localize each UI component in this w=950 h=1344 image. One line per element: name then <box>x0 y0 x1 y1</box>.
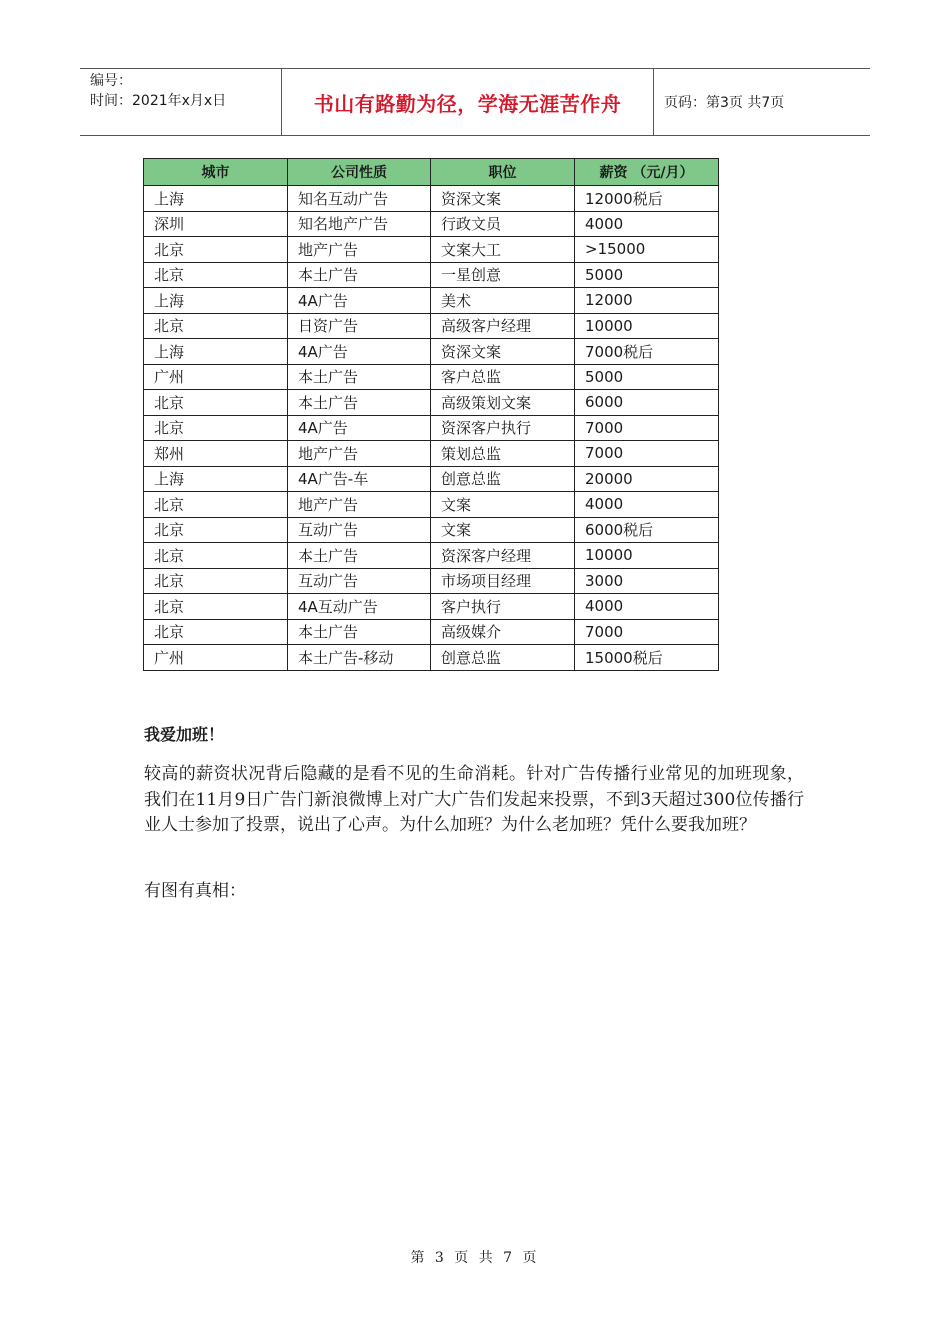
table-cell: 文案大工 <box>431 237 575 263</box>
table-cell: 北京 <box>144 568 288 594</box>
table-cell: 一星创意 <box>431 262 575 288</box>
table-cell: 知名互动广告 <box>288 186 431 212</box>
table-cell: 策划总监 <box>431 441 575 467</box>
table-cell: 20000 <box>575 466 719 492</box>
table-cell: 4A广告 <box>288 415 431 441</box>
table-row <box>144 186 719 212</box>
table-cell: 资深客户执行 <box>431 415 575 441</box>
salary-table-body <box>144 186 719 671</box>
table-cell: 北京 <box>144 492 288 518</box>
table-cell: 广州 <box>144 645 288 671</box>
table-cell: 文案 <box>431 517 575 543</box>
table-cell: 深圳 <box>144 211 288 237</box>
table-cell: 日资广告 <box>288 313 431 339</box>
table-row <box>144 237 719 263</box>
table-header-row <box>144 159 719 186</box>
table-cell: 上海 <box>144 466 288 492</box>
column-header-city: 城市 <box>144 159 288 186</box>
table-cell: 行政文员 <box>431 211 575 237</box>
document-time-label: 时间：2021年x月x日 <box>90 93 227 109</box>
table-cell: 10000 <box>575 543 719 569</box>
column-header-company-type: 公司性质 <box>288 159 431 186</box>
page-header <box>80 68 870 136</box>
table-cell: >15000 <box>575 237 719 263</box>
table-cell: 本土广告 <box>288 262 431 288</box>
table-cell: 7000税后 <box>575 339 719 365</box>
table-cell: 本土广告 <box>288 543 431 569</box>
table-row <box>144 543 719 569</box>
table-cell: 4000 <box>575 211 719 237</box>
table-cell: 上海 <box>144 186 288 212</box>
table-cell: 10000 <box>575 313 719 339</box>
table-row <box>144 466 719 492</box>
table-cell: 4A广告 <box>288 339 431 365</box>
table-row <box>144 492 719 518</box>
table-cell: 5000 <box>575 364 719 390</box>
table-cell: 文案 <box>431 492 575 518</box>
table-cell: 地产广告 <box>288 492 431 518</box>
table-cell: 创意总监 <box>431 645 575 671</box>
table-cell: 15000税后 <box>575 645 719 671</box>
table-cell: 4A广告-车 <box>288 466 431 492</box>
page-footer: 第 3 页 共 7 页 <box>410 1250 540 1266</box>
table-row <box>144 288 719 314</box>
table-cell: 6000 <box>575 390 719 416</box>
table-row <box>144 211 719 237</box>
table-cell: 客户执行 <box>431 594 575 620</box>
table-cell: 市场项目经理 <box>431 568 575 594</box>
table-cell: 地产广告 <box>288 441 431 467</box>
table-cell: 7000 <box>575 619 719 645</box>
table-row <box>144 568 719 594</box>
table-cell: 上海 <box>144 339 288 365</box>
document-number-label: 编号： <box>90 73 132 89</box>
table-cell: 创意总监 <box>431 466 575 492</box>
table-cell: 北京 <box>144 594 288 620</box>
table-row <box>144 441 719 467</box>
table-row <box>144 364 719 390</box>
table-cell: 7000 <box>575 441 719 467</box>
table-cell: 5000 <box>575 262 719 288</box>
table-row <box>144 313 719 339</box>
table-row <box>144 645 719 671</box>
table-cell: 北京 <box>144 390 288 416</box>
header-meta <box>80 69 281 135</box>
table-cell: 美术 <box>431 288 575 314</box>
table-row <box>144 619 719 645</box>
table-cell: 互动广告 <box>288 517 431 543</box>
table-cell: 高级客户经理 <box>431 313 575 339</box>
table-cell: 12000税后 <box>575 186 719 212</box>
table-cell: 7000 <box>575 415 719 441</box>
table-cell: 高级媒介 <box>431 619 575 645</box>
table-cell: 北京 <box>144 415 288 441</box>
table-cell: 本土广告 <box>288 364 431 390</box>
table-row <box>144 262 719 288</box>
table-cell: 6000税后 <box>575 517 719 543</box>
table-cell: 广州 <box>144 364 288 390</box>
table-cell: 北京 <box>144 619 288 645</box>
table-cell: 北京 <box>144 543 288 569</box>
table-cell: 资深客户经理 <box>431 543 575 569</box>
table-cell: 12000 <box>575 288 719 314</box>
table-row <box>144 390 719 416</box>
table-cell: 3000 <box>575 568 719 594</box>
table-row <box>144 517 719 543</box>
table-cell: 高级策划文案 <box>431 390 575 416</box>
table-cell: 本土广告 <box>288 390 431 416</box>
salary-table <box>143 158 719 671</box>
table-row <box>144 339 719 365</box>
table-cell: 4A广告 <box>288 288 431 314</box>
table-cell: 郑州 <box>144 441 288 467</box>
table-cell: 4000 <box>575 594 719 620</box>
table-row <box>144 415 719 441</box>
table-cell: 北京 <box>144 313 288 339</box>
table-cell: 互动广告 <box>288 568 431 594</box>
table-cell: 地产广告 <box>288 237 431 263</box>
body-paragraph: 较高的薪资状况背后隐藏的是看不见的生命消耗。针对广告传播行业常见的加班现象，我们在11月9日广告门新浪微博上对广大广告们发起来投票，不到3天超过300位传播行业人士参加了投票，说出了心声。为什么加班？为什么老加班？凭什么要我加班？ <box>144 764 804 835</box>
table-row <box>144 594 719 620</box>
table-cell: 4000 <box>575 492 719 518</box>
table-cell: 本土广告 <box>288 619 431 645</box>
table-cell: 资深文案 <box>431 186 575 212</box>
table-cell: 北京 <box>144 237 288 263</box>
table-cell: 上海 <box>144 288 288 314</box>
table-cell: 北京 <box>144 262 288 288</box>
header-page-info: 页码：第3页 共7页 <box>664 95 785 111</box>
section-title: 我爱加班！ <box>144 725 225 744</box>
image-intro-text: 有图有真相： <box>144 881 246 901</box>
table-cell: 知名地产广告 <box>288 211 431 237</box>
table-cell: 本土广告-移动 <box>288 645 431 671</box>
table-cell: 客户总监 <box>431 364 575 390</box>
column-header-position: 职位 <box>431 159 575 186</box>
table-cell: 北京 <box>144 517 288 543</box>
column-header-salary: 薪资 （元/月） <box>575 159 719 186</box>
table-cell: 资深文案 <box>431 339 575 365</box>
table-cell: 4A互动广告 <box>288 594 431 620</box>
header-motto: 书山有路勤为径，学海无涯苦作舟 <box>281 69 654 135</box>
